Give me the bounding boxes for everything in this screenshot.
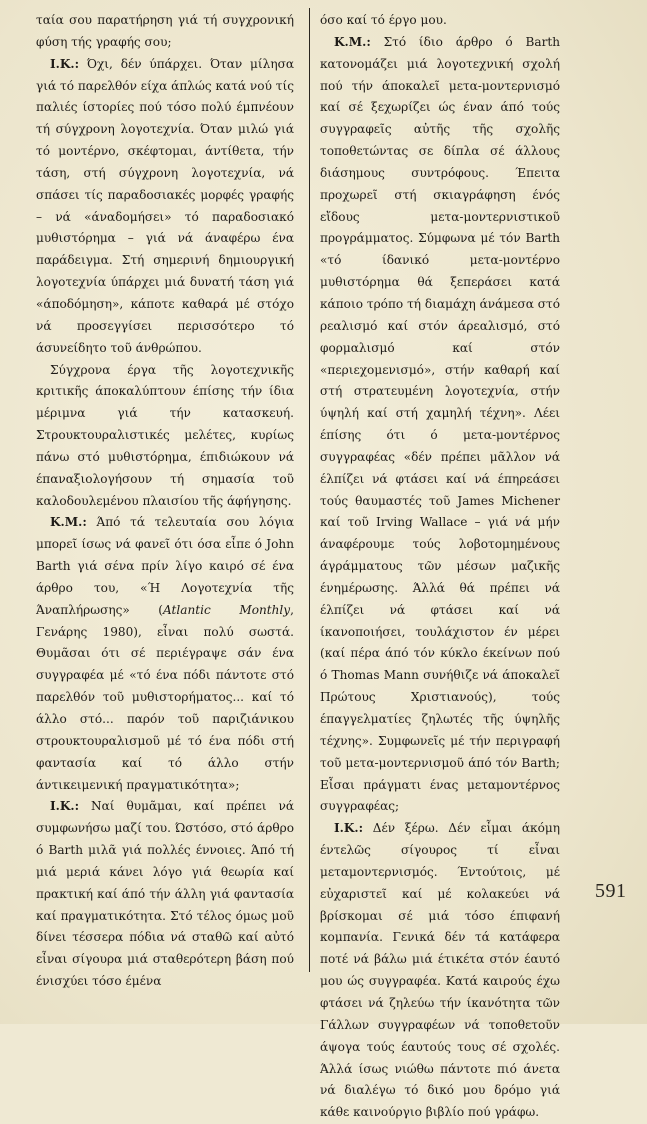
paragraph: ταία σου παρατήρηση γιά τή συγχρονική φύση τής γραφής σου; xyxy=(36,13,294,49)
right-column xyxy=(320,10,560,1124)
page-number: 591 xyxy=(595,880,627,902)
column-divider xyxy=(309,8,310,972)
speaker-label: Κ.Μ.: xyxy=(334,34,371,49)
paragraph: Κ.Μ.: Άπό τά τελευταία σου λόγια μπορεῖ ίσως νά φανεῖ ότι όσα εἶπε ό John Barth γιά σένα πρίν λίγο καιρό σέ ένα άρθρο του, «Ή Λογοτεχνία τῆς Άναπλήρωσης» (Atlantic Monthly, Γενάρης 1980), εἶναι πολύ σωστά. Θυμᾶσαι ότι σέ περιέγραψε σάν ένα συγγραφέα μέ «τό ένα πόδι πάντοτε στό παρελθόν τοῦ μυθιστορήματος... καί τό άλλο στό... παρόν τοῦ παριζιάνικου στρουκτουραλισμοῦ μέ τό ένα πόδι στή φαντασία καί τό άλλο στήν άντικειμενική πραγματικότητα»; xyxy=(36,515,294,792)
paragraph: Ι.Κ.: Όχι, δέν ύπάρχει. Όταν μίλησα γιά τό παρελθόν είχα άπλώς κατά νού τίς παλιές ίστορίες πού τόσο πολύ έμπνέουν τή σύγχρονη λογοτεχνία. Όταν μιλώ γιά τό μοντέρνο, σκέφτομαι, άντίθετα, τήν τάση, στή σύγχρονη λογοτεχνία, νά σπάσει τίς παραδοσιακές μορφές γραφής – νά «άναδομήσει» τό παραδοσιακό μυθιστόρημα – γιά νά άναφέρω ένα παράδειγμα. Στή σημερινή δημιουργική λογοτεχνία ύπάρχει μιά δυνατή τάση γιά «άποδόμηση», κάποτε καθαρά μέ στόχο νά προσεγγίσει περισσότερο τό άσυνείδητο τοῦ άνθρώπου. xyxy=(36,56,294,355)
left-column xyxy=(36,10,294,993)
paragraph: Ι.Κ.: Ναί θυμᾶμαι, καί πρέπει νά συμφωνήσω μαζί του. Ώστόσο, στό άρθρο ό Barth μιλᾶ γιά πολλές έννοιες. Άπό τή μιά μεριά κάνει λόγο γιά θεωρία καί πρακτική καί άπό τήν άλλη γιά φαντασία καί πραγματικότητα. Στό τέλος όμως μοῦ δίνει τέσσερα πόδια νά σταθῶ καί αὐτό εἶναι σίγουρα μιά σταθερότερη βάση πού ένισχύει τόσο έμένα xyxy=(36,799,294,989)
paragraph: Ι.Κ.: Δέν ξέρω. Δέν εἶμαι άκόμη έντελῶς σίγουρος τί εἶναι μεταμοντερνισμός. Έντούτοις, μέ εὐχαριστεῖ καί μέ κολακεύει νά βρίσκομαι σέ μιά τόσο έπιφανή κομπανία. Γενικά δέν τά κατάφερα ποτέ νά βάλω μιά έτικέτα στόν έαυτό μου ώς συγγραφέα. Κατά καιρούς έχω φτάσει νά ζηλεύω τήν ίκανότητα τῶν Γάλλων συγγραφέων νά τοποθετοῦν άψογα τούς έαυτούς τους σέ σχολές. Άλλά ίσως νιώθω πάντοτε πιό άνετα νά διαλέγω τό δικό μου δρόμο γιά κάθε καινούργιο βιβλίο πού γράφω. xyxy=(320,821,560,1120)
paragraph: όσο καί τό έργο μου. xyxy=(320,13,447,27)
paragraph: Σύγχρονα έργα τῆς λογοτεχνικῆς κριτικῆς άποκαλύπτουν έπίσης τήν ίδια μέριμνα γιά τήν κατασκευή. Στρουκτουραλιστικές μελέτες, κυρίως πάνω στό μυθιστόρημα, έπιδιώκουν νά έπαναξιολογήσουν τή σημασία τοῦ καλοδουλεμένου πλαισίου τῆς άφήγησης. xyxy=(36,362,294,508)
paragraph: Κ.Μ.: Στό ίδιο άρθρο ό Barth κατονομάζει μιά λογοτεχνική σχολή πού τήν άποκαλεῖ μετα-μοντερνισμό καί σέ ξεχωρίζει ώς έναν άπό τούς συγγραφεῖς αὐτῆς τῆς σχολῆς τοποθετώντας σε δίπλα σέ άλλους διάσημους συντρόφους. Έπειτα προχωρεῖ στή σκιαγράφηση ένός εἴδους μετα-μοντερνιστικοῦ προγράμματος. Σύμφωνα μέ τόν Barth «τό ίδανικό μετα-μοντέρνο μυθιστόρημα θά ξεπεράσει κατά κάποιο τρόπο τή διαμάχη άνάμεσα στό ρεαλισμό καί στόν άρεαλισμό, στό φορμαλισμό καί στόν «περιεχομενισμό», στήν καθαρή καί στή στρατευμένη λογοτεχνία, στήν ύψηλή καί στή χαμηλή τέχνη». Λέει έπίσης ότι ό μετα-μοντέρνος συγγραφέας «δέν πρέπει μᾶλλον νά έλπίζει νά φτάσει καί νά έπηρεάσει τούς θαυμαστές τοῦ James Michener καί τοῦ Irving Wallace – γιά νά μήν άναφέρουμε τούς λοβοτομημένους άγράμματους τῶν μέσων μαζικῆς ένημέρωσης. Άλλά θά πρέπει νά έλπίζει νά φτάσει καί νά ίκανοποιήσει, τουλάχιστον έν μέρει (καί πέρα άπό τόν κύκλο έκείνων πού ό Thomas Mann συνήθιζε νά άποκαλεῖ Πρώτους Χριστιανούς), τούς έπαγγελματίες ζηλωτές τῆς ύψηλῆς τέχνης». Συμφωνεῖς μέ τήν περιγραφή τοῦ μετα-μοντερνισμοῦ άπό τόν Barth; Εἶσαι πράγματι ένας μεταμοντέρνος συγγραφέας; xyxy=(320,34,560,814)
speaker-label: Κ.Μ.: xyxy=(50,515,87,530)
speaker-label: Ι.Κ.: xyxy=(50,799,80,814)
speaker-label: Ι.Κ.: xyxy=(50,56,80,71)
journal-title: Atlantic Monthly xyxy=(163,602,291,617)
speaker-label: Ι.Κ.: xyxy=(334,821,364,836)
